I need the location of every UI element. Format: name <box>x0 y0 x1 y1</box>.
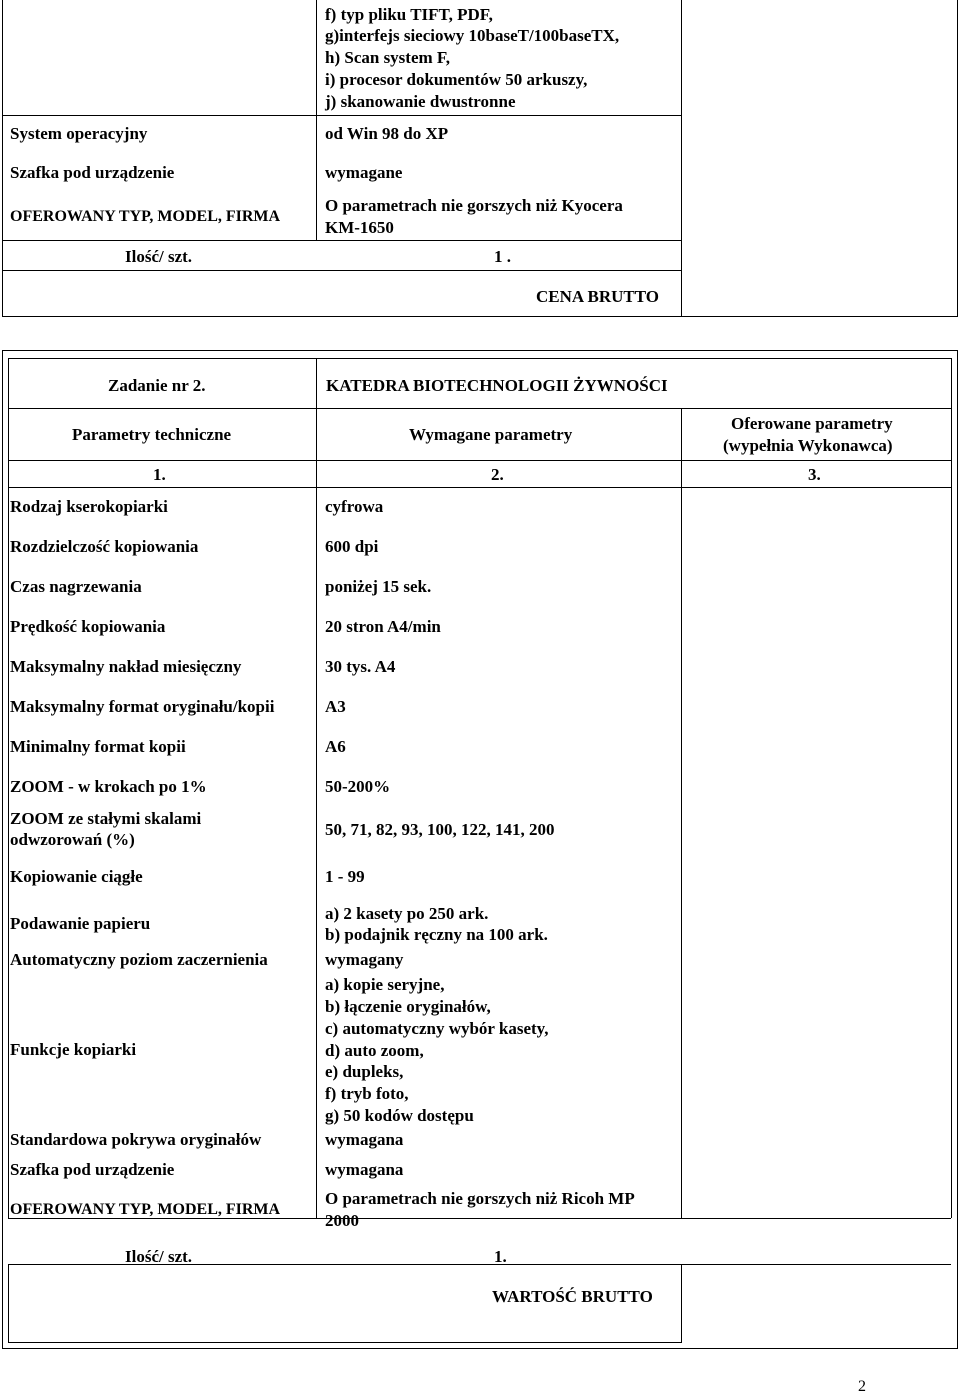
row-divider <box>8 408 951 409</box>
row-value: O parametrach nie gorszych niż Kyocera <box>325 196 623 215</box>
row-value: wymagana <box>325 1130 404 1149</box>
row-label: ZOOM - w krokach po 1% <box>10 777 207 796</box>
column-number: 1. <box>153 465 166 484</box>
row-label: Standardowa pokrywa oryginałów <box>10 1130 262 1149</box>
feature-line: j) skanowanie dwustronne <box>325 92 516 111</box>
row-label: Rodzaj kserokopiarki <box>10 497 168 516</box>
row-label: Automatyczny poziom zaczernienia <box>10 950 268 969</box>
row-value: wymagana <box>325 1160 404 1179</box>
row-divider <box>2 270 682 271</box>
header-offered-note: (wypełnia Wykonawca) <box>723 436 893 455</box>
task-number: Zadanie nr 2. <box>108 376 206 395</box>
row-divider <box>2 240 682 241</box>
row-value: a) kopie seryjne, <box>325 975 445 994</box>
row-label: Maksymalny format oryginału/kopii <box>10 697 275 716</box>
column-divider <box>951 358 952 1218</box>
row-label: Rozdzielczość kopiowania <box>10 537 199 556</box>
row-value: 2000 <box>325 1211 359 1230</box>
row-label: odwzorowań (%) <box>10 830 135 849</box>
row-label: Kopiowanie ciągłe <box>10 867 143 886</box>
row-value: f) tryb foto, <box>325 1084 409 1103</box>
row-value: 50, 71, 82, 93, 100, 122, 141, 200 <box>325 820 555 839</box>
row-value: od Win 98 do XP <box>325 124 449 143</box>
quantity-value: 1 . <box>494 247 511 266</box>
row-value: c) automatyczny wybór kasety, <box>325 1019 549 1038</box>
row-divider <box>8 358 951 359</box>
row-value: 50-200% <box>325 777 391 796</box>
row-value: d) auto zoom, <box>325 1041 424 1060</box>
row-value: 1 - 99 <box>325 867 365 886</box>
column-number: 2. <box>491 465 504 484</box>
table-border <box>957 0 958 317</box>
row-value: wymagany <box>325 950 404 969</box>
feature-line: i) procesor dokumentów 50 arkuszy, <box>325 70 588 89</box>
total-label: WARTOŚĆ BRUTTO <box>492 1287 653 1306</box>
row-label: Maksymalny nakład miesięczny <box>10 657 242 676</box>
price-label: CENA BRUTTO <box>536 287 659 306</box>
row-value: g) 50 kodów dostępu <box>325 1106 474 1125</box>
table-border <box>957 350 958 1349</box>
row-value: KM-1650 <box>325 218 394 237</box>
page-number: 2 <box>858 1378 866 1395</box>
row-value: 30 tys. A4 <box>325 657 396 676</box>
table-border <box>2 350 958 351</box>
row-divider <box>8 487 951 488</box>
quantity-label: Ilość/ szt. <box>125 1247 193 1266</box>
row-value: b) podajnik ręczny na 100 ark. <box>325 925 548 944</box>
column-number: 3. <box>808 465 821 484</box>
quantity-value: 1. <box>494 1247 507 1266</box>
feature-line: g)interfejs sieciowy 10baseT/100baseTX, <box>325 26 620 45</box>
row-value: cyfrowa <box>325 497 384 516</box>
quantity-label: Ilość/ szt. <box>125 247 193 266</box>
department-title: KATEDRA BIOTECHNOLOGII ŻYWNOŚCI <box>326 376 668 395</box>
column-divider <box>8 1264 9 1342</box>
row-value: 20 stron A4/min <box>325 617 441 636</box>
column-divider <box>681 408 682 1218</box>
row-label: Czas nagrzewania <box>10 577 142 596</box>
row-label: OFEROWANY TYP, MODEL, FIRMA <box>10 1201 281 1218</box>
row-label: Prędkość kopiowania <box>10 617 166 636</box>
row-value: O parametrach nie gorszych niż Ricoh MP <box>325 1189 635 1208</box>
header-required-parameters: Wymagane parametry <box>409 425 573 444</box>
row-value: A3 <box>325 697 346 716</box>
row-value: e) dupleks, <box>325 1062 404 1081</box>
row-value: a) 2 kasety po 250 ark. <box>325 904 489 923</box>
feature-line: h) Scan system F, <box>325 48 450 67</box>
row-divider <box>2 115 682 116</box>
column-divider <box>316 0 317 240</box>
column-divider <box>681 1264 682 1342</box>
row-label: Szafka pod urządzenie <box>10 163 175 182</box>
header-technical-parameters: Parametry techniczne <box>72 425 232 444</box>
row-divider <box>8 460 951 461</box>
row-value: A6 <box>325 737 346 756</box>
feature-line: f) typ pliku TIFT, PDF, <box>325 5 493 24</box>
row-value: poniżej 15 sek. <box>325 577 432 596</box>
row-label: Podawanie papieru <box>10 914 151 933</box>
table-border <box>2 350 3 1349</box>
row-value: wymagane <box>325 163 403 182</box>
row-value: 600 dpi <box>325 537 379 556</box>
row-value: b) łączenie oryginałów, <box>325 997 491 1016</box>
table-border <box>2 1348 958 1349</box>
row-label: Funkcje kopiarki <box>10 1040 137 1059</box>
row-divider <box>8 1342 682 1343</box>
table-border <box>2 316 958 317</box>
row-label: System operacyjny <box>10 124 148 143</box>
row-label: OFEROWANY TYP, MODEL, FIRMA <box>10 208 281 225</box>
row-label: Minimalny format kopii <box>10 737 186 756</box>
row-label: ZOOM ze stałymi skalami <box>10 809 202 828</box>
header-offered-parameters: Oferowane parametry <box>731 414 893 433</box>
row-label: Szafka pod urządzenie <box>10 1160 175 1179</box>
